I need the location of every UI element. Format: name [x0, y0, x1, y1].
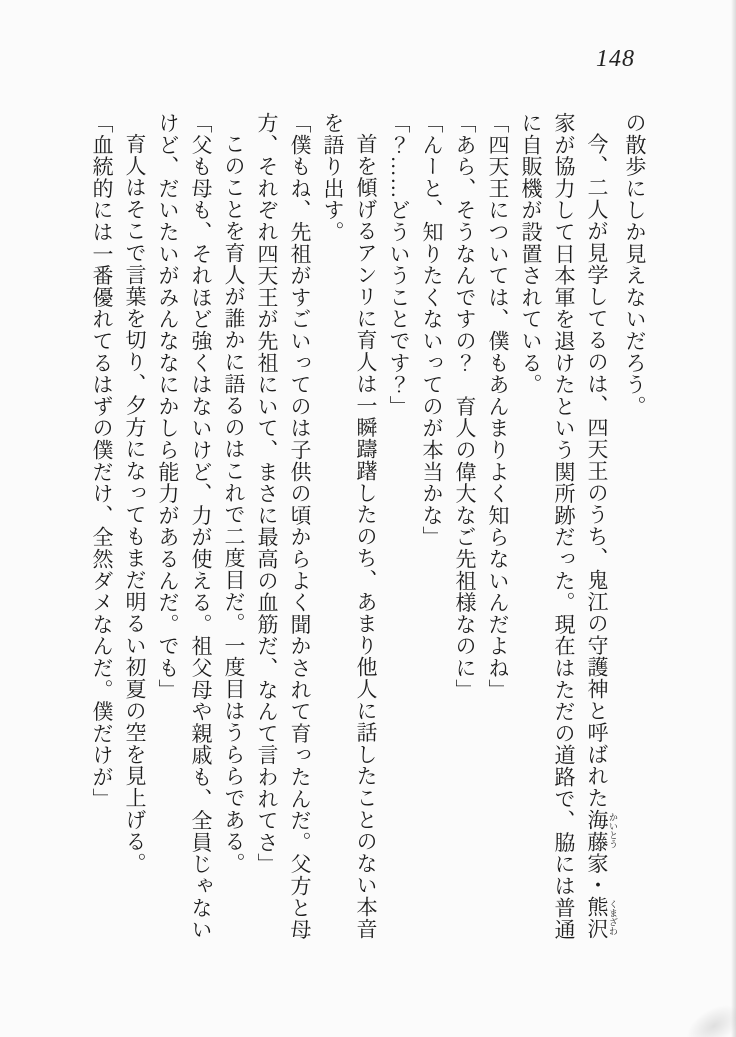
paragraph: 「僕もね、先祖がすごいってのは子供の頃からよく聞かされて育ったんだ。父方と母方、それぞれ四天王が先祖にいて、まさに最高の血筋だ、なんて言われてさ」 — [255, 112, 312, 941]
page-edge-shading — [731, 0, 736, 1037]
paragraph: 「？……どういうことです？」 — [387, 112, 411, 418]
scan-smudge — [680, 996, 736, 1037]
paragraph: 育人はそこで言葉を切り、夕方になってもまだ明るい初夏の空を見上げる。 — [123, 133, 147, 875]
page-number: 148 — [596, 46, 635, 72]
paragraph: の散歩にしか見えないだろう。 — [623, 112, 647, 418]
main-text — [85, 112, 651, 942]
paragraph: 「んーと、知りたくないってのが本当かな」 — [420, 112, 444, 548]
ruby-annotated-name: 熊沢 くまざわ — [585, 896, 618, 940]
ruby-annotated-name: 海藤 かいとう — [585, 808, 618, 853]
paragraph: 首を傾げるアンリに育人は一瞬躊躇したのち、あまり他人に話したことのない本音を語り出す。 — [321, 112, 378, 940]
paragraph: 「四天王については、僕もあんまりよく知らないんだよね」 — [486, 112, 510, 701]
paragraph: 今、二人が見学してるのは、四天王のうち、鬼江の守護神と呼ばれた海藤 かいとう家・熊沢 くまざわ家が協力して日本軍を退けたという関所跡だった。現在はただの道路で、脇には普通に自販機が設置されている。 — [519, 112, 618, 941]
paragraph: 「あら、そうなんですの？ 育人の偉大なご先祖様なのに」 — [453, 112, 477, 701]
paragraph: このことを育人が誰かに語るのはこれで二度目だ。一度目はうららである。 — [222, 133, 246, 875]
paragraph: 「父も母も、それほど強くはないけど、力が使える。祖父母や親戚も、全員じゃないけど、だいたいがみんななにかしら能力があるんだ。でも」 — [156, 112, 213, 941]
paragraph: 「血統的には一番優れてるはずの僕だけ、全然ダメなんだ。僕だけが」 — [90, 112, 114, 810]
